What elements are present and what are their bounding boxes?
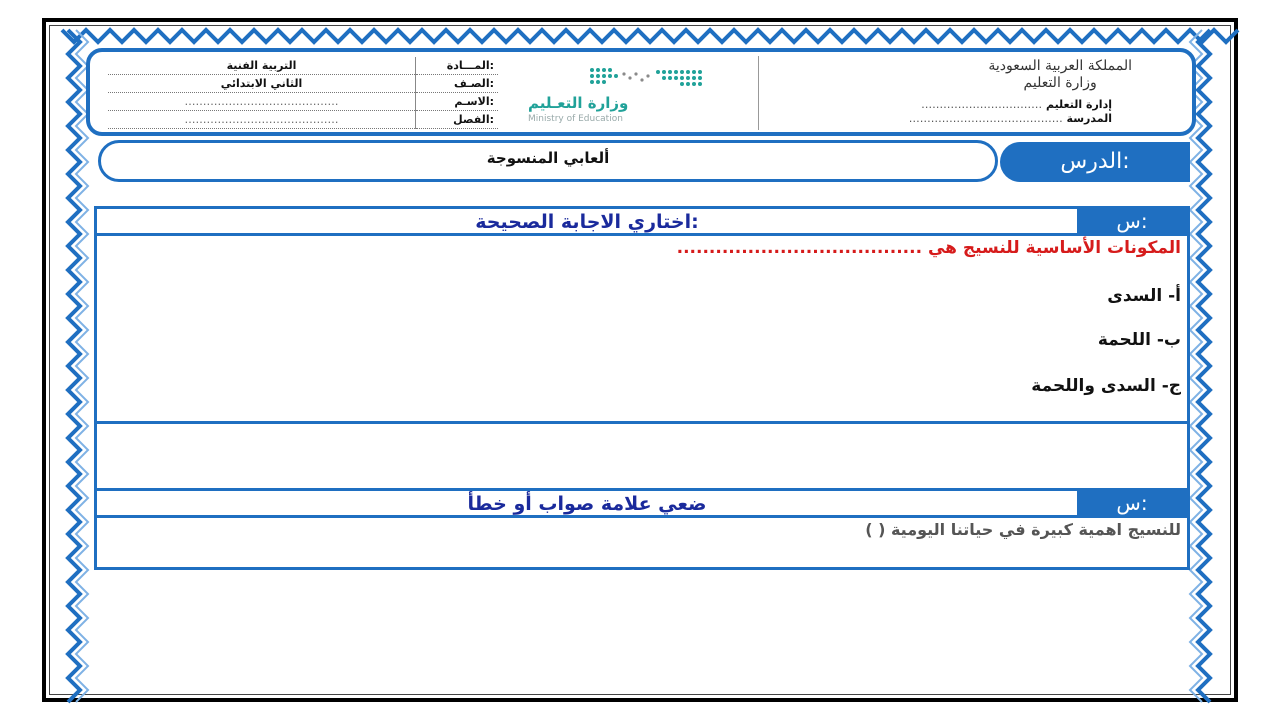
- question-2-label: س:: [1077, 491, 1187, 515]
- option-c: ج- السدى واللحمة: [1031, 376, 1181, 396]
- name-label: الاسـم:: [416, 93, 499, 111]
- header-box: [86, 48, 1196, 136]
- ministry-name-en: Ministry of Education: [528, 114, 623, 124]
- kingdom-line-2: وزارة التعليم: [1023, 75, 1097, 91]
- zigzag-segment: [1198, 30, 1210, 702]
- school-info: [909, 98, 1112, 126]
- grade-value: الثاني الابتدائي: [108, 75, 416, 93]
- question-1-title: اختاري الاجابة الصحيحة:: [475, 211, 699, 233]
- zigzag-segment: [68, 30, 80, 702]
- ministry-logo: [520, 60, 750, 130]
- header-divider: [758, 56, 759, 130]
- zigzag-segment: [62, 30, 1238, 42]
- zigzag-segment-light: [76, 30, 88, 702]
- lesson-title: ألعابي المنسوجة: [486, 149, 610, 167]
- lesson-title-box: [98, 140, 998, 182]
- spacer-box: [94, 424, 1190, 488]
- question-1-bar: [94, 206, 1190, 236]
- admin-label: إدارة التعليم: [1045, 98, 1112, 111]
- question-2-title: ضعي علامة صواب أو خطأ: [467, 493, 707, 515]
- option-a: أ- السدى: [1107, 286, 1181, 306]
- option-b: ب- اللحمة: [1097, 330, 1181, 350]
- school-label: المدرسة: [1066, 112, 1112, 125]
- ministry-name-ar: وزارة التعـليم: [528, 94, 629, 112]
- grade-label: الصـف:: [416, 75, 499, 93]
- subject-value: التربية الفنية: [108, 57, 416, 75]
- question-2-body: [94, 518, 1190, 570]
- admin-dots: ……………………………: [921, 98, 1043, 111]
- kingdom-calligraphy: [988, 58, 1132, 92]
- ministry-logo-dots-icon: [588, 66, 728, 88]
- subject-label: المـــادة:: [416, 57, 499, 75]
- true-false-statement: للنسيج اهمية كبيرة في حياتنا اليومية ( ): [865, 520, 1181, 539]
- question-1-stem: المكونات الأساسية للنسيج هي ......................................: [676, 238, 1181, 258]
- student-info-table: [108, 57, 498, 129]
- class-value: ……………………………………: [108, 111, 416, 129]
- class-label: الفصل:: [416, 111, 499, 129]
- kingdom-line-1: المملكة العربية السعودية: [988, 58, 1132, 74]
- question-1-label: س:: [1077, 209, 1187, 233]
- question-1-body: [94, 236, 1190, 424]
- question-2-bar: [94, 488, 1190, 518]
- lesson-label: الدرس:: [1000, 142, 1190, 182]
- school-dots: ……………………………………: [908, 112, 1063, 125]
- name-value: ……………………………………: [108, 93, 416, 111]
